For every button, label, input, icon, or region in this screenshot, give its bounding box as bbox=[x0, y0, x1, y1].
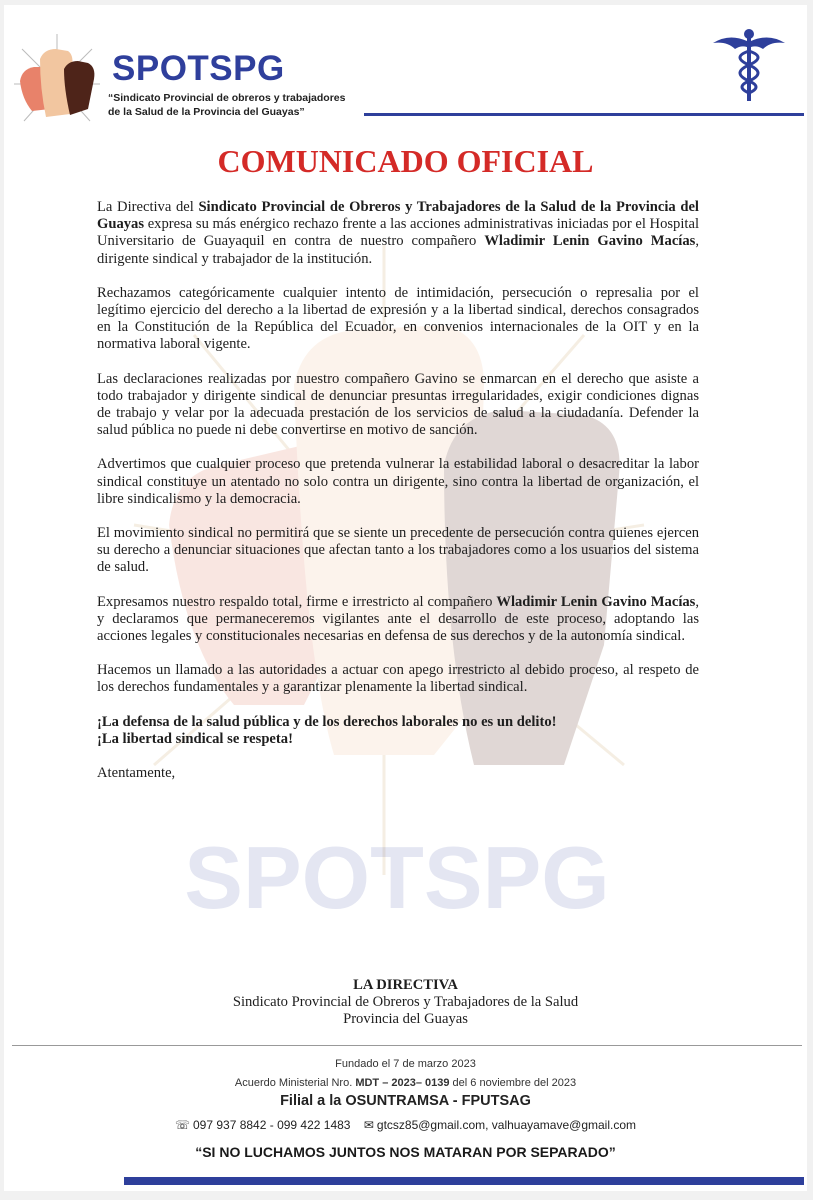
spotspg-fists-logo bbox=[12, 29, 102, 129]
paragraph-3: Las declaraciones realizadas por nuestro compañero Gavino se enmarcan en el derecho que asiste a todo trabajador y dirigente sindical de denunciar presuntas irregularidades, exigir condiciones dignas de trabajo y velar por la adecuada prestación de los servicios de salud a la ciudadanía. Defender la salud pública no puede ni debe convertirse en motivo de sanción. bbox=[97, 370, 699, 439]
p6-member-name: Wladimir Lenin Gavino Macías bbox=[496, 593, 696, 610]
phone-icon: ☏ bbox=[174, 1118, 190, 1132]
footer-founded: Fundado el 7 de marzo 2023 bbox=[335, 1058, 476, 1070]
signature-line1: Sindicato Provincial de Obreros y Trabajadores de la Salud bbox=[232, 994, 579, 1010]
paragraph-2: Rechazamos categóricamente cualquier intento de intimidación, persecución o represalia por el legítimo ejercicio del derecho a la libertad de expresión y a la libertad sindical, derechos consagrados en la Constitución de la República del Ecuador, en convenios internacionales de la OIT y en la normativa laboral vigente. bbox=[97, 284, 699, 353]
signature-block bbox=[4, 977, 807, 1028]
letter-body bbox=[97, 199, 699, 799]
page-title: COMUNICADO OFICIAL bbox=[217, 143, 594, 179]
paragraph-4: Advertimos que cualquier proceso que pretenda vulnerar la estabilidad laboral o desacreditar la labor sindical constituye un atentado no solo contra un dirigente, sino contra la libertad de organización, el libre sindicalismo y la democracia. bbox=[97, 456, 699, 507]
footer-bar bbox=[124, 1177, 804, 1185]
brand-subtitle bbox=[108, 91, 346, 119]
paragraph-7: Hacemos un llamado a las autoridades a actuar con apego irrestricto al debido proceso, al respeto de los derechos fundamentales y a garantizar plenamente la libertad sindical. bbox=[97, 662, 699, 696]
p1-c: expresa su más enérgico rechazo frente a las acciones administrativas iniciadas por el Hospital Universitario de Guayaquil en contra de nuestro compañero bbox=[97, 216, 699, 250]
document-page bbox=[4, 5, 807, 1191]
footer-contact bbox=[4, 1118, 807, 1132]
p6-a: Expresamos nuestro respaldo total, firme e irrestricto al compañero bbox=[97, 593, 497, 610]
agreement-suffix: del 6 noviembre del 2023 bbox=[449, 1077, 577, 1089]
p1-e: , dirigente sindical y trabajador de la institución. bbox=[97, 233, 699, 267]
p6-c: , y declaramos que permaneceremos vigilantes ante el desarrollo de este proceso, adoptando las acciones legales y constitucionales necesarias en defensa de sus derechos y de la autonomía sindical. bbox=[97, 593, 700, 645]
closing: Atentamente, bbox=[97, 765, 176, 782]
footer-emails[interactable]: gtcsz85@gmail.com, valhuayamave@gmail.com bbox=[376, 1118, 637, 1132]
paragraph-1 bbox=[97, 199, 699, 268]
watermark-label: SPOTSPG bbox=[184, 828, 610, 927]
email-icon: ✉ bbox=[363, 1118, 374, 1132]
p1-union-name: Sindicato Provincial de Obreros y Trabajadores de la Salud de la Provincia del Guayas bbox=[97, 199, 699, 233]
signature-line2: Provincia del Guayas bbox=[343, 1011, 468, 1027]
agreement-code: MDT – 2023– 0139 bbox=[355, 1077, 450, 1089]
p1-member-name: Wladimir Lenin Gavino Macías bbox=[484, 233, 696, 250]
footer-divider bbox=[12, 1045, 802, 1046]
slogan-1: ¡La defensa de la salud pública y de los derechos laborales no es un delito! bbox=[97, 713, 557, 730]
agreement-prefix: Acuerdo Ministerial Nro. bbox=[234, 1077, 356, 1089]
paragraph-6 bbox=[97, 594, 699, 646]
paragraph-5: El movimiento sindical no permitirá que se siente un precedente de persecución contra quienes ejercen su derecho a denunciar situaciones que afectan tanto a los trabajadores como a los usuarios del sistema de salud. bbox=[97, 525, 699, 576]
brand-name: SPOTSPG bbox=[112, 49, 285, 88]
footer-agreement bbox=[4, 1077, 807, 1089]
p1-a: La Directiva del bbox=[97, 199, 199, 215]
brand-subtitle-line2: de la Salud de la Provincia del Guayas” bbox=[108, 106, 305, 118]
footer-motto: “SI NO LUCHAMOS JUNTOS NOS MATARAN POR SEPARADO” bbox=[195, 1144, 616, 1160]
slogan-2: ¡La libertad sindical se respeta! bbox=[97, 730, 293, 747]
caduceus-icon bbox=[709, 27, 789, 105]
header-divider bbox=[364, 113, 804, 116]
slogans bbox=[97, 714, 699, 748]
brand-subtitle-line1: “Sindicato Provincial de obreros y trabajadores bbox=[108, 92, 346, 104]
signature-title: LA DIRECTIVA bbox=[353, 977, 458, 993]
footer-phones: 097 937 8842 - 099 422 1483 bbox=[193, 1118, 351, 1132]
footer-affiliate: Filial a la OSUNTRAMSA - FPUTSAG bbox=[280, 1093, 531, 1109]
